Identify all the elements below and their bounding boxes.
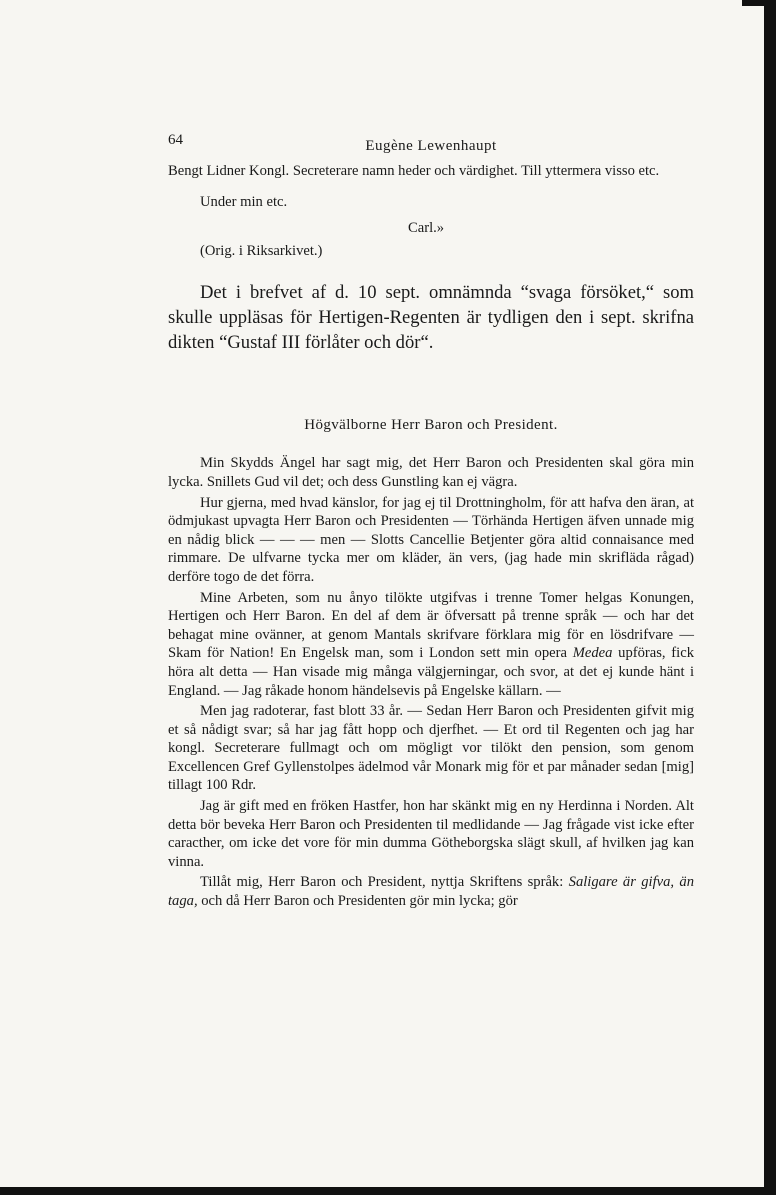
letter-paragraph-3 bbox=[168, 589, 694, 701]
page-number: 64 bbox=[168, 132, 183, 148]
letter-paragraph-4: Men jag radoterar, fast blott 33 år. — Sedan Herr Baron och Presidenten gifvit mig et så nådigt svar; så har jag fått hopp och djerfhet. — Et ord til Regenten och jag har kongl. Secreterare fullmagt och om mögligt vor tilökt den pension, som genom Excellencen Gref Gyllenstolpes ädelmod vår Monark mig för et par månader sedan [mig] tillagt 100 Rdr. bbox=[168, 703, 694, 794]
scan-edge-right bbox=[764, 0, 776, 1195]
paragraph-6-rest: och då Herr Baron och Presidenten gör min lycka; gör bbox=[201, 893, 518, 910]
paragraph-3-rest: upföras, fick höra alt detta — Han visade mig många välgjerningar, och svor, at det ej kunde hänt i England. — Jag råkade honom händelsevis på Engelske källarn. — bbox=[168, 645, 694, 699]
letter-paragraph-5: Jag är gift med en fröken Hastfer, hon har skänkt mig en ny Herdinna i Norden. Alt detta bör beveka Herr Baron och Presidenten til medlidande — Jag frågade vist icke efter caracther, om icke det vore för min dumma Götheborgska slägt skull, af hvilken jag kan vinna. bbox=[168, 798, 694, 870]
paragraph-3-text: Mine Arbeten, som nu ånyo tilökte utgifvas i trenne Tomer helgas Konungen, Hertigen och Herr Baron. En del af dem är öfversatt på trenne språk — och har det behagat mine ovänner, at genom Mantals skrifvare förklara mig för en lösdrifvare — Skam för Nation! En Engelsk man, som i London sett min opera bbox=[168, 589, 694, 662]
closing-formula: Under min etc. bbox=[200, 193, 288, 210]
paragraph-6-italic: Saligare är gifva, än taga, bbox=[168, 874, 694, 910]
previous-letter-ending bbox=[168, 162, 694, 260]
paragraph-3-italic: Medea bbox=[572, 645, 613, 662]
letter-paragraph-6 bbox=[168, 873, 694, 910]
letter-paragraph-1: Min Skydds Ängel har sagt mig, det Herr Baron och Presidenten skal göra min lycka. Snillets Gud vil det; och dess Gunstling kan ej vägra. bbox=[168, 455, 694, 490]
letter-salutation-title: Högvälborne Herr Baron och President. bbox=[304, 417, 558, 434]
running-head bbox=[168, 126, 694, 156]
letter-paragraph-2: Hur gjerna, med hvad känslor, for jag ej til Drottningholm, för att hafva den äran, at ödmjukast upvagta Herr Baron och Presidenten — Törhända Hertigen äfven unnade mig en nådig blick — — — men — Slotts Cancellie Betjenter göra altid connaisance med rimmare. De ulfvarne tycka mer om kläder, än vers, (jag hade min skrifläda rågad) derföre togo de det förra. bbox=[168, 494, 694, 585]
signature: Carl.» bbox=[408, 220, 445, 237]
letter-continuation: Bengt Lidner Kongl. Secreterare namn heder och värdighet. Till yttermera visso etc. bbox=[168, 163, 660, 179]
book-page bbox=[168, 126, 694, 913]
scan-edge-top bbox=[742, 0, 776, 6]
archive-note: (Orig. i Riksarkivet.) bbox=[200, 242, 323, 259]
scan-edge-bottom bbox=[0, 1187, 776, 1195]
editorial-commentary: Det i brefvet af d. 10 sept. omnämnda “svaga försöket,“ som skulle uppläsas för Hertigen-Regenten är tydligen den i sept. skrifna dikten “Gustaf III förlåter och dör“. bbox=[168, 282, 694, 354]
paragraph-6-text: Tillåt mig, Herr Baron och President, nyttja Skriftens språk: bbox=[200, 874, 564, 891]
running-title: Eugène Lewenhaupt bbox=[365, 138, 497, 154]
letter-body bbox=[168, 454, 694, 910]
